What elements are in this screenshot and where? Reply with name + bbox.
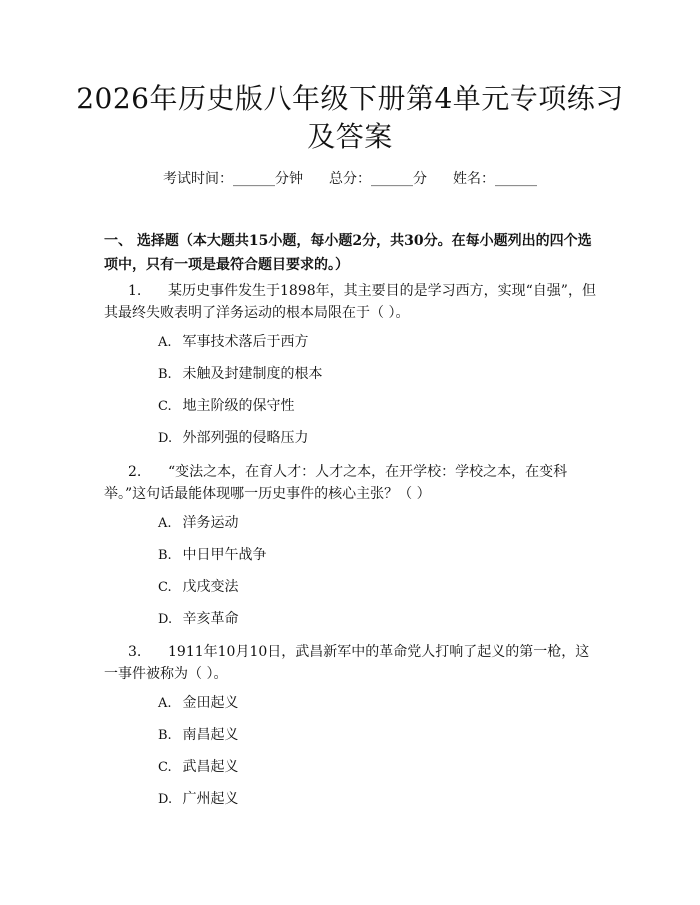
option-3b: B. 南昌起义 [158,727,239,743]
question-1 [104,280,600,324]
question-text: 1911年10月10日，武昌新军中的革命党人打响了起义的第一枪，这一事件被称为（ ）。 [104,644,590,682]
title-line-1: 2026年历史版八年级下册第4单元专项练习 [76,82,624,115]
question-number: 1. [128,283,142,299]
option-1b: B. 未触及封建制度的根本 [158,366,323,382]
option-2d: D. 辛亥革命 [158,611,239,627]
option-3a: A. 金田起义 [158,695,239,711]
option-2b: B. 中日甲午战争 [158,547,267,563]
option-3d: D. 广州起义 [158,791,239,807]
question-2 [104,461,600,505]
exam-info-line [0,170,700,188]
option-1a: A. 军事技术落后于西方 [158,334,309,350]
option-3c: C. 武昌起义 [158,759,239,775]
option-1d: D. 外部列强的侵略压力 [158,430,309,446]
question-3 [104,641,600,685]
exam-time-field: 考试时间：______分钟 [163,171,303,187]
option-2a: A. 洋务运动 [158,515,239,531]
question-text: “变法之本，在育人才：人才之本，在开学校：学校之本，在变科举。”这句话最能体现哪一历史事件的核心主张？（ ） [104,464,568,502]
question-number: 2. [128,464,142,480]
student-name-field: 姓名：______ [453,171,537,187]
page-title [60,80,640,156]
total-score-field: 总分：______分 [329,171,427,187]
option-1c: C. 地主阶级的保守性 [158,398,295,414]
question-number: 3. [128,644,142,660]
section-heading: 一、 选择题（本大题共15小题，每小题2分，共30分。在每小题列出的四个选项中，只有一项是最符合题目要求的。） [104,233,592,273]
question-text: 某历史事件发生于1898年，其主要目的是学习西方，实现“自强”，但其最终失败表明了洋务运动的根本局限在于（ ）。 [104,283,596,321]
title-line-2: 及答案 [307,120,393,153]
option-2c: C. 戊戌变法 [158,579,239,595]
